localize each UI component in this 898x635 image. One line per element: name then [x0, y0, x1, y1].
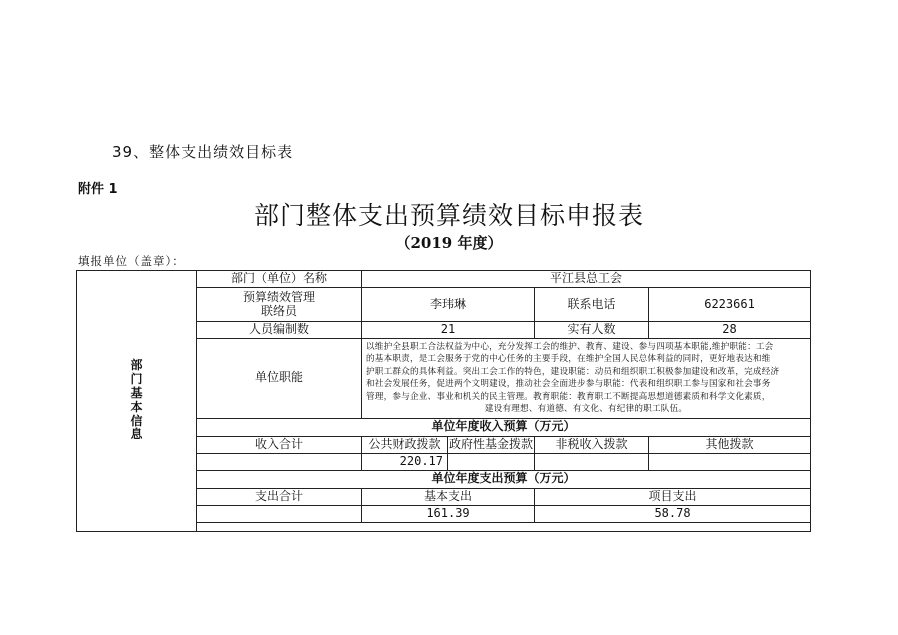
filling-unit-label: 填报单位（盖章）：	[78, 254, 185, 268]
dept-basic-info-label: 部 门 基 本 信 息	[77, 271, 197, 532]
form-year: （2019 年度）	[395, 234, 503, 252]
phone-value: 6223661	[649, 288, 811, 322]
staff-quota-value: 21	[362, 322, 535, 339]
expense-project-label: 项目支出	[535, 488, 811, 505]
section-heading: 39、整体支出绩效目标表	[112, 143, 294, 161]
expense-section-title: 单位年度支出预算（万元）	[197, 470, 811, 488]
actual-staff-label: 实有人数	[535, 322, 649, 339]
income-public-label: 公共财政拨款	[362, 436, 448, 453]
income-public-value: 220.17	[362, 453, 448, 470]
attachment-label: 附件 1	[78, 182, 118, 197]
duty-description: 以维护全县职工合法权益为中心，充分发挥工会的维护、教育、建设、参与四项基本职能,维护职能：工会 的基本职责，是工会服务于党的中心任务的主要手段，在维护全国人民总体利益的同时，更好地表达和维 护职工群众的具体利益。突出工会工作的特色，建设职能：动员和组织职工积极参加建设和改革，完成经济 和社会发展任务，促进两个文明建设，推动社会全面进步参与职能：代表和组织职工参与国家和社会事务 管理，参与企业、事业和机关的民主管理。教育职能：教育职工不断提高思想道德素质和科学文化素质， 建设有理想、有道德、有文化、有纪律的职工队伍。	[362, 339, 811, 419]
contact-value: 李玮琳	[362, 288, 535, 322]
expense-total-label: 支出合计	[197, 488, 362, 505]
dept-name-value: 平江县总工会	[362, 271, 811, 288]
dept-name-label: 部门（单位）名称	[197, 271, 362, 288]
income-fund-value	[448, 453, 535, 470]
table-bottom-blank	[197, 522, 811, 531]
income-fund-label: 政府性基金拨款	[448, 436, 535, 453]
actual-staff-value: 28	[649, 322, 811, 339]
staff-quota-label: 人员编制数	[197, 322, 362, 339]
income-nontax-label: 非税收入拨款	[535, 436, 649, 453]
duty-label: 单位职能	[197, 339, 362, 419]
income-other-value	[649, 453, 811, 470]
form-title: 部门整体支出预算绩效目标申报表	[253, 201, 644, 230]
income-other-label: 其他拨款	[649, 436, 811, 453]
budget-target-table	[76, 270, 811, 532]
income-total-label: 收入合计	[197, 436, 362, 453]
expense-basic-value: 161.39	[362, 505, 535, 522]
expense-basic-label: 基本支出	[362, 488, 535, 505]
income-section-title: 单位年度收入预算（万元）	[197, 418, 811, 436]
income-nontax-value	[535, 453, 649, 470]
expense-project-value: 58.78	[535, 505, 811, 522]
contact-label: 预算绩效管理 联络员	[197, 288, 362, 322]
income-total-value	[197, 453, 362, 470]
phone-label: 联系电话	[535, 288, 649, 322]
expense-total-value	[197, 505, 362, 522]
